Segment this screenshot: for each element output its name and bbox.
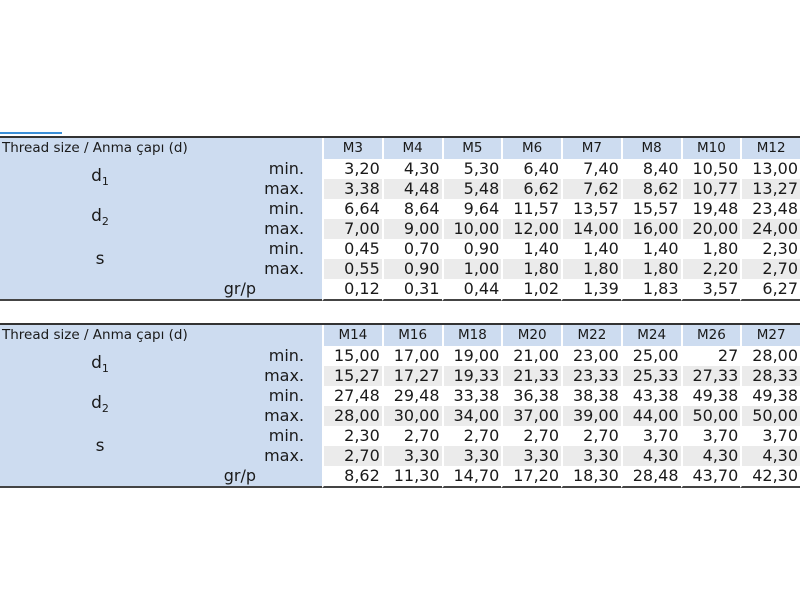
thread-size-header: M26 bbox=[681, 325, 741, 346]
table-cell: 13,27 bbox=[740, 179, 800, 199]
thread-size-header: M10 bbox=[681, 138, 741, 159]
table-cell: 4,30 bbox=[382, 159, 442, 179]
table-cell: 11,57 bbox=[501, 199, 561, 219]
table-cell: 9,00 bbox=[382, 219, 442, 239]
table-cell: 13,00 bbox=[740, 159, 800, 179]
table-cell: 6,40 bbox=[501, 159, 561, 179]
table-cell: 17,20 bbox=[501, 466, 561, 488]
symbol-letter: d bbox=[91, 353, 102, 373]
symbol-letter: d bbox=[91, 393, 102, 413]
max-label: max. bbox=[200, 179, 322, 199]
table-cell: 1,40 bbox=[621, 239, 681, 259]
table-cell: 1,39 bbox=[561, 279, 621, 301]
table-cell: 29,48 bbox=[382, 386, 442, 406]
table-cell: 1,80 bbox=[501, 259, 561, 279]
header-row bbox=[0, 325, 800, 346]
table-cell: 2,70 bbox=[561, 426, 621, 446]
table-cell: 2,20 bbox=[681, 259, 741, 279]
max-label: max. bbox=[200, 446, 322, 466]
table-cell: 14,70 bbox=[442, 466, 502, 488]
table-cell: 28,48 bbox=[621, 466, 681, 488]
table-cell: 8,64 bbox=[382, 199, 442, 219]
table-cell: 25,00 bbox=[621, 346, 681, 366]
table-cell: 3,30 bbox=[501, 446, 561, 466]
table-cell: 15,57 bbox=[621, 199, 681, 219]
thread-size-header: M5 bbox=[442, 138, 502, 159]
table-cell: 5,30 bbox=[442, 159, 502, 179]
table-cell: 1,83 bbox=[621, 279, 681, 301]
table-cell: 33,38 bbox=[442, 386, 502, 406]
table-cell: 3,70 bbox=[681, 426, 741, 446]
thread-size-header: M4 bbox=[382, 138, 442, 159]
thread-size-header: M22 bbox=[561, 325, 621, 346]
spec-table-2 bbox=[0, 323, 800, 488]
thread-size-header: M14 bbox=[322, 325, 382, 346]
table-cell: 21,00 bbox=[501, 346, 561, 366]
thread-size-header: M6 bbox=[501, 138, 561, 159]
table-cell: 4,30 bbox=[740, 446, 800, 466]
max-label: max. bbox=[200, 406, 322, 426]
table-cell: 11,30 bbox=[382, 466, 442, 488]
table-cell: 3,20 bbox=[322, 159, 382, 179]
accent-line bbox=[0, 132, 62, 134]
table-cell: 3,30 bbox=[561, 446, 621, 466]
d2-min-row bbox=[0, 199, 800, 219]
thread-size-header: M20 bbox=[501, 325, 561, 346]
table-cell: 0,45 bbox=[322, 239, 382, 259]
table-cell: 28,00 bbox=[740, 346, 800, 366]
table-cell: 30,00 bbox=[382, 406, 442, 426]
table-title: Thread size / Anma çapı (d) bbox=[0, 325, 322, 346]
d1-min-row bbox=[0, 159, 800, 179]
table-cell: 3,30 bbox=[382, 446, 442, 466]
table-cell: 10,00 bbox=[442, 219, 502, 239]
table-cell: 1,80 bbox=[621, 259, 681, 279]
table-cell: 19,48 bbox=[681, 199, 741, 219]
table-cell: 4,30 bbox=[681, 446, 741, 466]
symbol-letter: s bbox=[95, 436, 105, 456]
thread-size-header: M16 bbox=[382, 325, 442, 346]
min-label: min. bbox=[200, 159, 322, 179]
thread-size-header: M27 bbox=[740, 325, 800, 346]
table-cell: 1,40 bbox=[501, 239, 561, 259]
table-cell: 23,00 bbox=[561, 346, 621, 366]
table-cell: 0,12 bbox=[322, 279, 382, 301]
table-cell: 34,00 bbox=[442, 406, 502, 426]
thread-size-header: M3 bbox=[322, 138, 382, 159]
symbol-letter: d bbox=[91, 206, 102, 226]
table-cell: 17,00 bbox=[382, 346, 442, 366]
d1-symbol bbox=[0, 159, 200, 199]
spec-table-1 bbox=[0, 136, 800, 301]
table-cell: 28,33 bbox=[740, 366, 800, 386]
table-cell: 3,70 bbox=[740, 426, 800, 446]
table-cell: 37,00 bbox=[501, 406, 561, 426]
table-cell: 1,02 bbox=[501, 279, 561, 301]
table-cell: 21,33 bbox=[501, 366, 561, 386]
table-cell: 0,70 bbox=[382, 239, 442, 259]
table-cell: 49,38 bbox=[681, 386, 741, 406]
table-cell: 9,64 bbox=[442, 199, 502, 219]
thread-size-header: M24 bbox=[621, 325, 681, 346]
table-cell: 36,38 bbox=[501, 386, 561, 406]
symbol-subscript: 2 bbox=[101, 402, 109, 415]
header-row bbox=[0, 138, 800, 159]
table-cell: 28,00 bbox=[322, 406, 382, 426]
min-label: min. bbox=[200, 239, 322, 259]
table-cell: 2,70 bbox=[442, 426, 502, 446]
table-cell: 49,38 bbox=[740, 386, 800, 406]
table-cell: 2,30 bbox=[322, 426, 382, 446]
d2-symbol bbox=[0, 386, 200, 426]
table-cell: 2,30 bbox=[740, 239, 800, 259]
d1-symbol bbox=[0, 346, 200, 386]
symbol-letter: d bbox=[91, 166, 102, 186]
table-cell: 19,00 bbox=[442, 346, 502, 366]
thread-size-header: M18 bbox=[442, 325, 502, 346]
table-cell: 20,00 bbox=[681, 219, 741, 239]
d2-symbol bbox=[0, 199, 200, 239]
thread-size-header: M7 bbox=[561, 138, 621, 159]
weight-row bbox=[0, 279, 800, 301]
table-cell: 2,70 bbox=[382, 426, 442, 446]
table-cell: 2,70 bbox=[501, 426, 561, 446]
table-title: Thread size / Anma çapı (d) bbox=[0, 138, 322, 159]
table-cell: 15,27 bbox=[322, 366, 382, 386]
symbol-subscript: 1 bbox=[101, 175, 109, 188]
symbol-letter: s bbox=[95, 249, 105, 269]
min-label: min. bbox=[200, 346, 322, 366]
table-cell: 43,70 bbox=[681, 466, 741, 488]
max-label: max. bbox=[200, 259, 322, 279]
table-cell: 0,90 bbox=[442, 239, 502, 259]
table-cell: 3,30 bbox=[442, 446, 502, 466]
table-cell: 1,40 bbox=[561, 239, 621, 259]
weight-row bbox=[0, 466, 800, 488]
table-cell: 23,33 bbox=[561, 366, 621, 386]
table-cell: 1,00 bbox=[442, 259, 502, 279]
s-symbol bbox=[0, 239, 200, 279]
table-cell: 44,00 bbox=[621, 406, 681, 426]
table-cell: 12,00 bbox=[501, 219, 561, 239]
table-cell: 19,33 bbox=[442, 366, 502, 386]
table-cell: 4,48 bbox=[382, 179, 442, 199]
table-cell: 27,33 bbox=[681, 366, 741, 386]
table-cell: 50,00 bbox=[681, 406, 741, 426]
table-cell: 38,38 bbox=[561, 386, 621, 406]
table-cell: 5,48 bbox=[442, 179, 502, 199]
max-label: max. bbox=[200, 219, 322, 239]
table-cell: 27 bbox=[681, 346, 741, 366]
thread-size-header: M8 bbox=[621, 138, 681, 159]
table-cell: 6,62 bbox=[501, 179, 561, 199]
table-cell: 24,00 bbox=[740, 219, 800, 239]
table-cell: 0,44 bbox=[442, 279, 502, 301]
table-cell: 7,40 bbox=[561, 159, 621, 179]
table-cell: 16,00 bbox=[621, 219, 681, 239]
symbol-subscript: 2 bbox=[101, 215, 109, 228]
d1-min-row bbox=[0, 346, 800, 366]
table-cell: 0,31 bbox=[382, 279, 442, 301]
table-cell: 10,77 bbox=[681, 179, 741, 199]
table-cell: 25,33 bbox=[621, 366, 681, 386]
table-cell: 7,00 bbox=[322, 219, 382, 239]
table-cell: 6,27 bbox=[740, 279, 800, 301]
table-cell: 15,00 bbox=[322, 346, 382, 366]
table-cell: 0,55 bbox=[322, 259, 382, 279]
table-cell: 42,30 bbox=[740, 466, 800, 488]
table-cell: 3,70 bbox=[621, 426, 681, 446]
table-cell: 0,90 bbox=[382, 259, 442, 279]
table-cell: 13,57 bbox=[561, 199, 621, 219]
table-cell: 18,30 bbox=[561, 466, 621, 488]
s-min-row bbox=[0, 426, 800, 446]
d2-min-row bbox=[0, 386, 800, 406]
symbol-subscript: 1 bbox=[101, 362, 109, 375]
s-symbol bbox=[0, 426, 200, 466]
table-cell: 50,00 bbox=[740, 406, 800, 426]
table-cell: 2,70 bbox=[740, 259, 800, 279]
s-min-row bbox=[0, 239, 800, 259]
table-cell: 39,00 bbox=[561, 406, 621, 426]
table-cell: 3,57 bbox=[681, 279, 741, 301]
table-cell: 10,50 bbox=[681, 159, 741, 179]
thread-size-header: M12 bbox=[740, 138, 800, 159]
table-cell: 8,62 bbox=[621, 179, 681, 199]
table-cell: 27,48 bbox=[322, 386, 382, 406]
table-cell: 1,80 bbox=[681, 239, 741, 259]
min-label: min. bbox=[200, 426, 322, 446]
table-cell: 23,48 bbox=[740, 199, 800, 219]
table-cell: 6,64 bbox=[322, 199, 382, 219]
table-cell: 7,62 bbox=[561, 179, 621, 199]
weight-label: gr/p bbox=[0, 466, 322, 488]
min-label: min. bbox=[200, 386, 322, 406]
table-cell: 8,40 bbox=[621, 159, 681, 179]
weight-label: gr/p bbox=[0, 279, 322, 301]
table-cell: 2,70 bbox=[322, 446, 382, 466]
table-cell: 17,27 bbox=[382, 366, 442, 386]
table-cell: 3,38 bbox=[322, 179, 382, 199]
table-cell: 4,30 bbox=[621, 446, 681, 466]
table-cell: 1,80 bbox=[561, 259, 621, 279]
table-cell: 14,00 bbox=[561, 219, 621, 239]
table-cell: 43,38 bbox=[621, 386, 681, 406]
max-label: max. bbox=[200, 366, 322, 386]
min-label: min. bbox=[200, 199, 322, 219]
table-cell: 8,62 bbox=[322, 466, 382, 488]
